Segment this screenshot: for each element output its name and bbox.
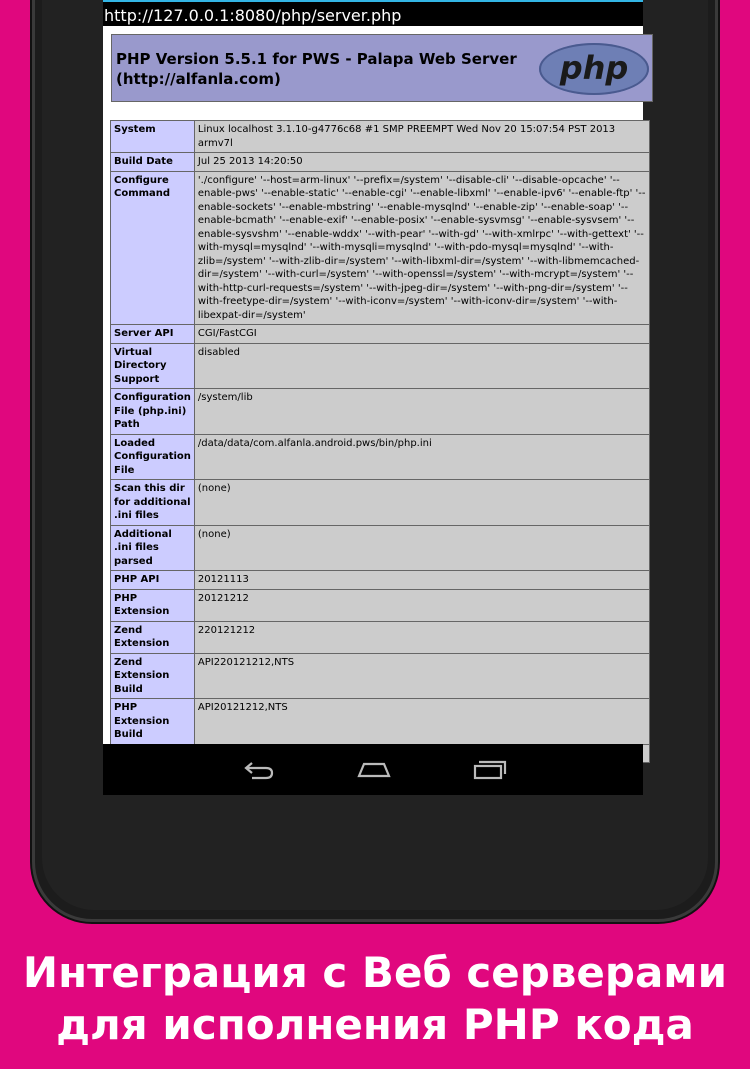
info-row — [111, 525, 650, 571]
php-logo — [539, 43, 649, 95]
info-row — [111, 480, 650, 526]
php-header — [111, 34, 653, 102]
info-row-value: /system/lib — [194, 389, 649, 435]
info-row-value: Linux localhost 3.1.10-g4776c68 #1 SMP PREEMPT Wed Nov 20 15:07:54 PST 2013 armv7l — [194, 121, 649, 153]
info-row-label: PHP Extension — [111, 589, 195, 621]
info-row — [111, 343, 650, 389]
info-row-label: Virtual Directory Support — [111, 343, 195, 389]
info-row-value: disabled — [194, 343, 649, 389]
info-row-value: 20121212 — [194, 589, 649, 621]
page-title — [116, 49, 517, 89]
info-row-label: Build Date — [111, 153, 195, 172]
info-row — [111, 325, 650, 344]
home-icon[interactable] — [354, 754, 394, 784]
recents-icon[interactable] — [469, 754, 509, 784]
info-row-label: Scan this dir for additional .ini files — [111, 480, 195, 526]
info-row — [111, 153, 650, 172]
back-icon[interactable] — [240, 754, 280, 784]
info-row-value: (none) — [194, 525, 649, 571]
php-info-table — [110, 120, 650, 763]
info-row-value: Jul 25 2013 14:20:50 — [194, 153, 649, 172]
info-row-value: /data/data/com.alfanla.android.pws/bin/php.ini — [194, 434, 649, 480]
info-row-value: 20121113 — [194, 571, 649, 590]
page-title-line1: PHP Version 5.5.1 for PWS - Palapa Web Server — [116, 50, 517, 68]
info-row — [111, 389, 650, 435]
caption-line1: Интеграция с Веб серверами — [22, 948, 728, 997]
info-row-label: System — [111, 121, 195, 153]
info-row — [111, 121, 650, 153]
url-bar[interactable]: http://127.0.0.1:8080/php/server.php — [103, 0, 643, 26]
php-info-page[interactable] — [103, 26, 646, 744]
info-row-label: PHP Extension Build — [111, 699, 195, 745]
android-nav-bar — [103, 744, 643, 795]
info-row-label: Server API — [111, 325, 195, 344]
info-row — [111, 434, 650, 480]
info-row-value: API220121212,NTS — [194, 653, 649, 699]
info-row-label: Configuration File (php.ini) Path — [111, 389, 195, 435]
info-row-value: CGI/FastCGI — [194, 325, 649, 344]
info-row-value: API20121212,NTS — [194, 699, 649, 745]
page-title-line2: (http://alfanla.com) — [116, 70, 281, 88]
device-screen — [103, 0, 646, 795]
info-row — [111, 653, 650, 699]
info-row — [111, 621, 650, 653]
php-logo-text: php — [559, 49, 629, 87]
info-row — [111, 589, 650, 621]
info-row-label: Configure Command — [111, 171, 195, 325]
info-row — [111, 171, 650, 325]
info-row-label: PHP API — [111, 571, 195, 590]
info-row-label: Zend Extension — [111, 621, 195, 653]
info-row-label: Loaded Configuration File — [111, 434, 195, 480]
info-row-value: './configure' '--host=arm-linux' '--prefix=/system' '--disable-cli' '--disable-opcache' '--enable-pws' '--enable-static' '--enable-cgi' '--enable-libxml' '--enable-ipv6' '--enable-ftp' '--enable-sockets' '--enable-mbstring' '--enable-mysqlnd' '--enable-zip' '--enable-soap' '--enable-bcmath' '--enable-exif' '--enable-posix' '--enable-sysvmsg' '--enable-sysvsem' '--enable-sysvshm' '--enable-wddx' '--with-pear' '--with-gd' '--with-xmlrpc' '--with-gettext' '--with-mysql=mysqlnd' '--with-mysqli=mysqlnd' '--with-pdo-mysql=mysqlnd' '--with-zlib=/system' '--with-zlib-dir=/system' '--with-libxml-dir=/system' '--with-libmemcached-dir=/system' '--with-curl=/system' '--with-openssl=/system' '--with-mcrypt=/system' '--with-http-curl-requests=/system' '--with-jpeg-dir=/system' '--with-png-dir=/system' '--with-freetype-dir=/system' '--with-iconv=/system' '--with-iconv-dir=/system' '--with-libexpat-dir=/system' — [194, 171, 649, 325]
info-row — [111, 699, 650, 745]
info-row — [111, 571, 650, 590]
info-row-label: Zend Extension Build — [111, 653, 195, 699]
info-row-value: (none) — [194, 480, 649, 526]
info-row-value: 220121212 — [194, 621, 649, 653]
caption-line2: для исполнения PHP кода — [56, 1000, 694, 1049]
info-row-label: Additional .ini files parsed — [111, 525, 195, 571]
